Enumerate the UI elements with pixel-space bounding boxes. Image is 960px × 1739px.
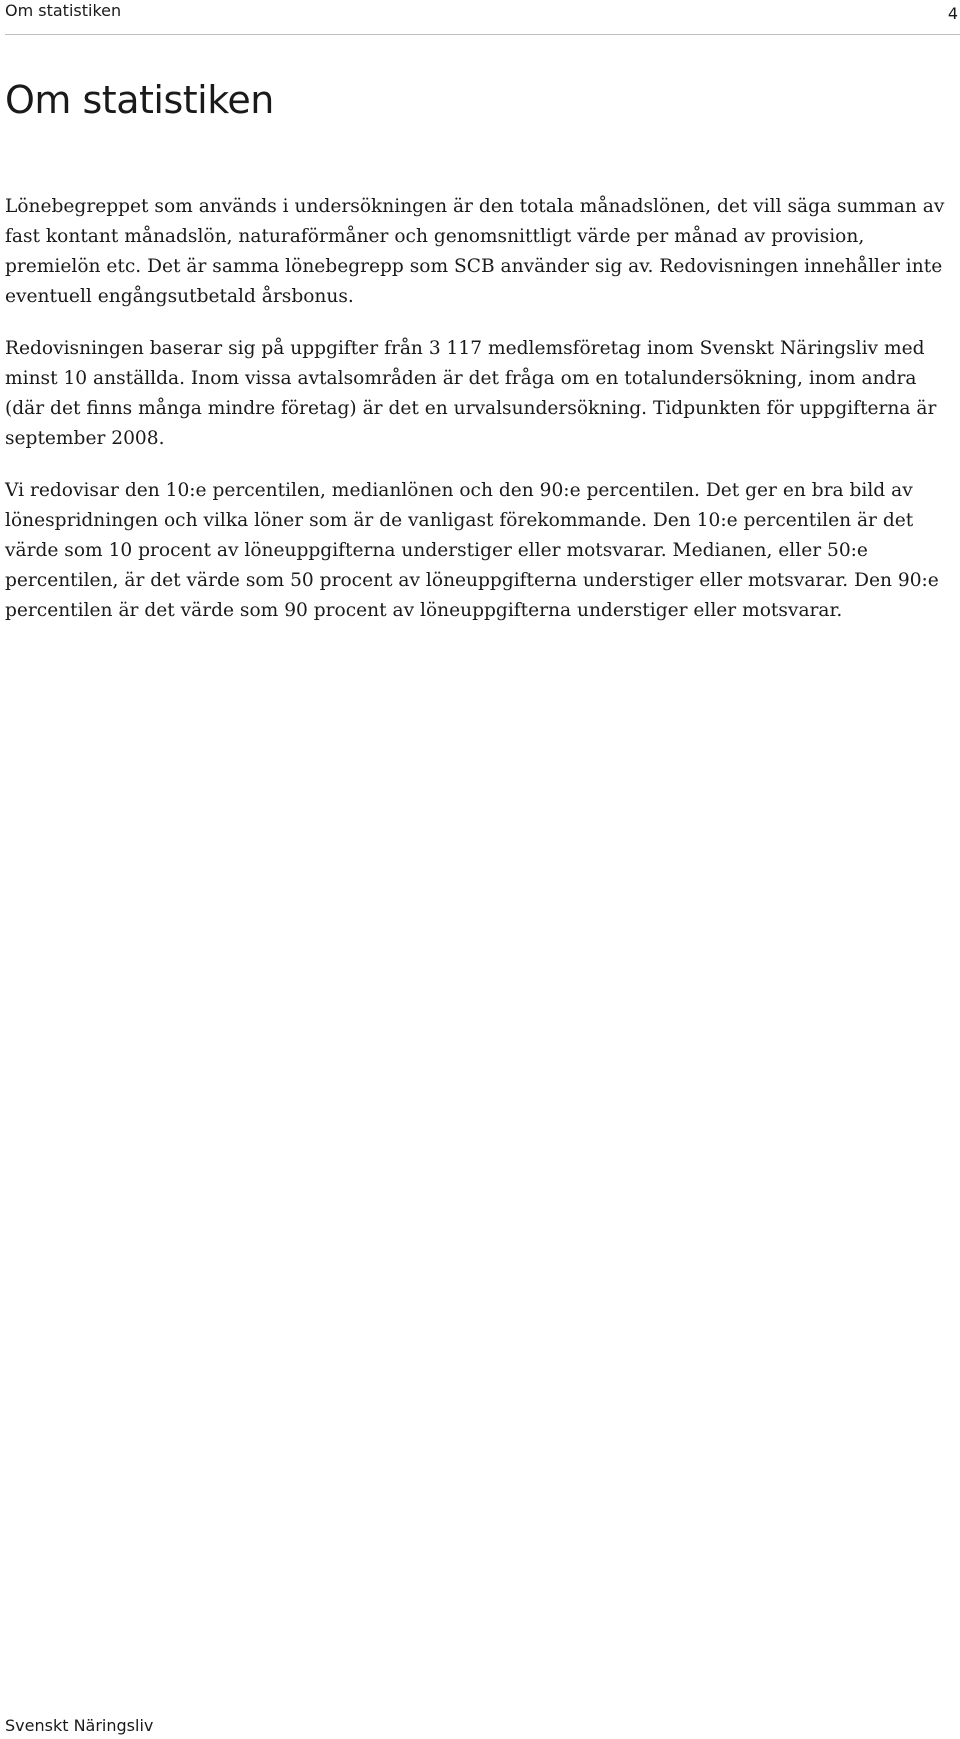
body-text xyxy=(5,192,950,648)
footer-publisher: Svenskt Näringsliv xyxy=(5,1716,154,1735)
paragraph-salary-concept: Lönebegreppet som används i undersökningen är den totala månadslönen, det vill säga summan av fast kontant månadslön, naturaförmåner och genomsnittligt värde per månad av provision, premielön etc. Det är samma lönebegrepp som SCB använder sig av. Redovisningen innehåller inte eventuell engångsutbetald årsbonus. xyxy=(5,196,945,307)
page-number: 4 xyxy=(947,4,958,23)
running-header xyxy=(5,0,960,35)
page-title: Om statistiken xyxy=(5,78,274,122)
paragraph-percentiles: Vi redovisar den 10:e percentilen, medianlönen och den 90:e percentilen. Det ger en bra bild av lönespridningen och vilka löner som är de vanligast förekommande. Den 10:e percentilen är det värde som 10 procent av löneuppgifterna understiger eller motsvarar. Medianen, eller 50:e percentilen, är det värde som 50 procent av löneuppgifterna understiger eller motsvarar. Den 90:e percentilen är det värde som 90 procent av löneuppgifterna understiger eller motsvarar. xyxy=(5,480,939,621)
paragraph-data-basis: Redovisningen baserar sig på uppgifter från 3 117 medlemsföretag inom Svenskt Näringsliv med minst 10 anställda. Inom vissa avtalsområden är det fråga om en totalundersökning, inom andra (där det finns många mindre företag) är det en urvalsundersökning. Tidpunkten för uppgifterna är september 2008. xyxy=(5,338,937,449)
header-section-title: Om statistiken xyxy=(5,1,122,20)
